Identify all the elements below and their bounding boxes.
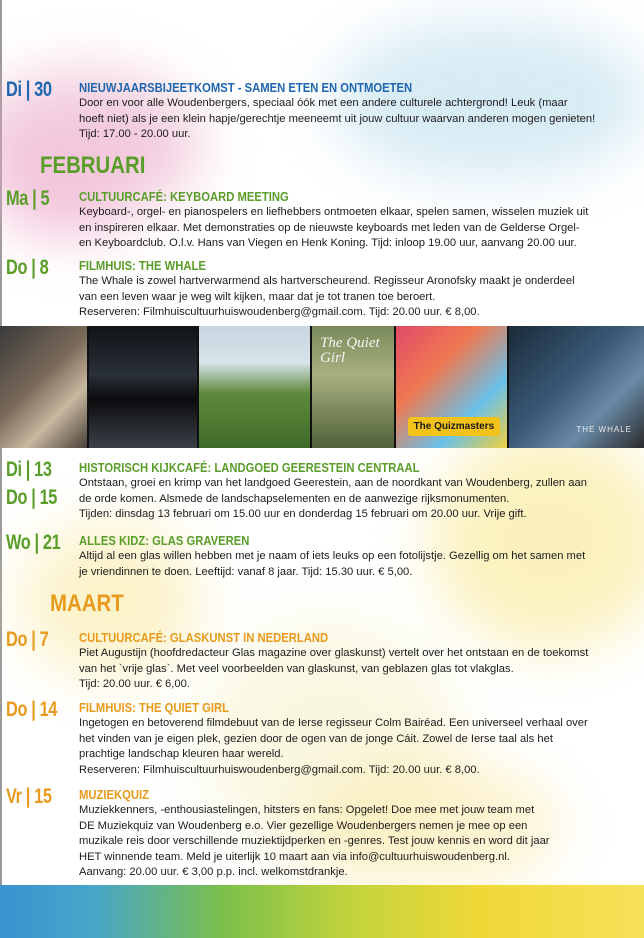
description-line: Altijd al een glas willen hebben met je naam of iets leuks op een fotolijstje. Gezellig om het samen met [79, 550, 586, 562]
event-description [79, 205, 588, 252]
description-line: Tijden: dinsdag 13 februari om 15.00 uur en donderdag 15 februari om 20.00 uur. Vrije gift. [79, 508, 527, 520]
event-title: ALLES KIDZ: GLAS GRAVEREN [79, 534, 250, 548]
event-title: MUZIEKQUIZ [79, 788, 150, 802]
description-line: hoeft niet) als je een klein hapje/gerechtje meeneemt uit jouw cultuur waarvan anderen mogen genieten! [79, 112, 596, 125]
description-line: Reserveren: Filmhuiscultuurhuiswoudenberg@gmail.com. Tijd: 20.00 uur. € 8,00. [79, 763, 480, 776]
month-heading-februari: FEBRUARI [40, 152, 146, 179]
description-line: The Whale is zowel hartverwarmend als hartverscheurend. Regisseur Aronofsky maakt je onderdeel [79, 275, 575, 287]
description-line: Muziekkenners, -enthousiastelingen, hitsters en fans: Opgelet! Doe mee met jouw team met [79, 804, 535, 816]
description-line: het vinden van je eigen plek, gezien door de ogen van de jonge Cáit. Zowel de Ierse taal als het [79, 732, 553, 745]
event-description [79, 646, 588, 693]
photo-glass-engraving [0, 326, 87, 448]
event-description [79, 476, 587, 523]
description-line: je vriendinnen te doen. Leeftijd: vanaf 8 jaar. Tijd: 15.30 uur. € 5,00. [79, 565, 413, 578]
description-line: en inspireren elkaar. Met demonstraties op de nieuwste keyboards met leden van de Gelderse Orgel- [79, 221, 580, 234]
event-date: Di | 30 [6, 78, 52, 101]
photo-quizmasters [396, 326, 507, 448]
event-date: Ma | 5 [6, 187, 50, 210]
photo-keyboard [89, 326, 196, 448]
event-date: Vr | 15 [6, 785, 52, 808]
description-line: van het `vrije glas`. Met veel voorbeelden van glaskunst, van geblazen glas tot vlakglas. [79, 662, 514, 675]
description-line: Door en voor alle Woudenbergers, speciaal óók met een andere culturele achtergrond! Leuk (maar [79, 97, 568, 109]
quizmasters-label: The Quizmasters [408, 417, 501, 436]
month-heading-maart: MAART [50, 590, 124, 617]
photo-strip [0, 326, 644, 448]
description-line: Reserveren: Filmhuiscultuurhuiswoudenberg@gmail.com. Tijd: 20.00 uur. € 8,00. [79, 306, 480, 318]
event-title: FILMHUIS: THE WHALE [79, 259, 206, 273]
description-line: HET winnende team. Meld je uiterlijk 10 maart aan via info@cultuurhuiswoudenberg.nl. [79, 850, 510, 863]
photo-quiet-girl-poster [312, 326, 393, 448]
event-description [79, 803, 550, 881]
event-title: CULTUURCAFÉ: GLASKUNST IN NEDERLAND [79, 631, 329, 645]
event-description [79, 716, 588, 778]
event-date: Wo | 21 [6, 531, 61, 554]
event-title: CULTUURCAFÉ: KEYBOARD MEETING [79, 190, 289, 204]
event-description [79, 549, 585, 580]
description-line: DE Muziekquiz van Woudenberg e.o. Vier gezellige Woudenbergers nemen je mee op een [79, 819, 528, 832]
rainbow-footer-band [0, 885, 644, 938]
event-title: NIEUWJAARSBIJEETKOMST - SAMEN ETEN EN ONTMOETEN [79, 81, 413, 95]
event-description [79, 96, 595, 143]
description-line: Piet Augustijn (hoofdredacteur Glas magazine over glaskunst) vertelt over het ontstaan en de toekomst [79, 647, 589, 659]
description-line: Keyboard-, orgel- en pianospelers en liefhebbers ontmoeten elkaar, spelen samen, wisselen muziek uit [79, 206, 589, 218]
description-line: en Keyboardclub. O.l.v. Hans van Viegen en Henk Koning. Tijd: inloop 19.00 uur, aanvang 20.00 uur. [79, 237, 577, 249]
whale-poster-title: THE WHALE [576, 425, 632, 434]
description-line: de orde komen. Alsmede de landschapselementen en de aanwezige rijksmonumenten. [79, 492, 510, 505]
photo-whale-poster [509, 326, 644, 448]
photo-landscape [199, 326, 310, 448]
event-description [79, 274, 575, 321]
poster-title: The Quiet Girl [320, 335, 380, 366]
yellow-watercolor [430, 430, 644, 650]
description-line: prachtige landschap kleuren haar wereld. [79, 748, 284, 760]
description-line: muzikale reis door verschillende muziektijdperken en -genres. Test jouw kennis en word dit jaar [79, 835, 550, 847]
description-line: Ontstaan, groei en krimp van het landgoed Geerestein, aan de noordkant van Woudenberg, zullen aan [79, 477, 587, 489]
description-line: Ingetogen en betoverend filmdebuut van de Ierse regisseur Colm Bairéad. Een universeel verhaal over [79, 717, 588, 729]
description-line: Aanvang: 20.00 uur. € 3,00 p.p. incl. welkomstdrankje. [79, 866, 348, 878]
description-line: van een leven waar je weg wilt kijken, maar dat je tot tranen toe beroert. [79, 290, 436, 303]
event-date-second: Do | 15 [6, 486, 58, 509]
event-title: HISTORISCH KIJKCAFÉ: LANDGOED GEERESTEIN CENTRAAL [79, 461, 420, 475]
event-title: FILMHUIS: THE QUIET GIRL [79, 701, 230, 715]
description-line: Tijd: 17.00 - 20.00 uur. [79, 128, 191, 140]
event-date: Do | 8 [6, 256, 49, 279]
description-line: Tijd: 20.00 uur. € 6,00. [79, 678, 190, 690]
event-date: Di | 13 [6, 458, 52, 481]
event-date: Do | 7 [6, 628, 49, 651]
event-date: Do | 14 [6, 698, 58, 721]
